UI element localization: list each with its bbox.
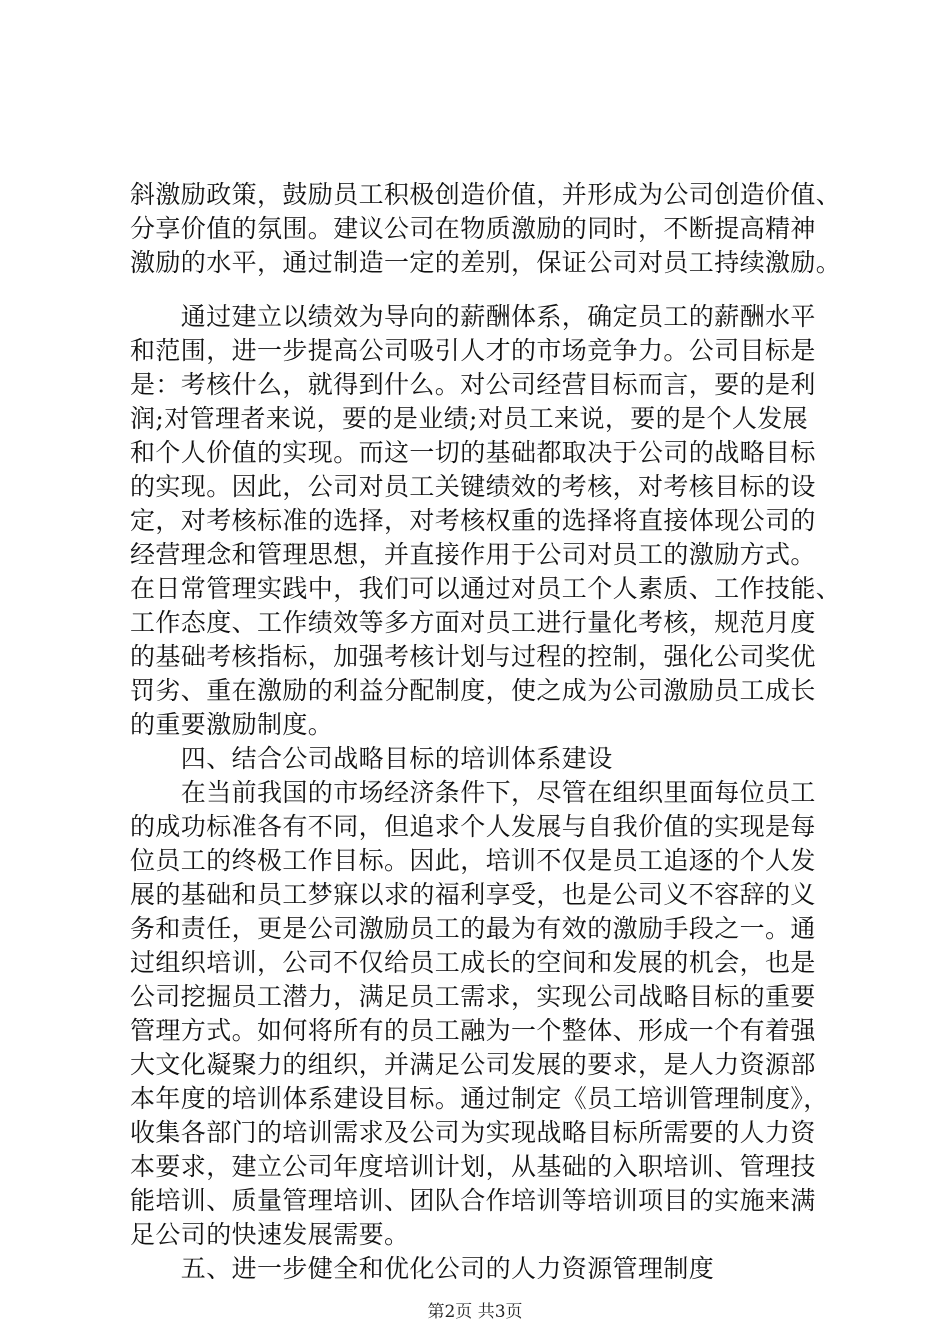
text-line: 激励的水平，通过制造一定的差别，保证公司对员工持续激励。 <box>130 248 842 277</box>
text-line: 公司挖掘员工潜力，满足员工需求，实现公司战略目标的重要 <box>130 982 816 1011</box>
text-line: 经营理念和管理思想，并直接作用于公司对员工的激励方式。 <box>130 540 816 569</box>
text-line: 的实现。因此，公司对员工关键绩效的考核，对考核目标的设 <box>130 472 816 501</box>
text-line: 本年度的培训体系建设目标。通过制定《员工培训管理制度》， <box>130 1084 829 1113</box>
text-line: 五、进一步健全和优化公司的人力资源管理制度 <box>130 1254 715 1283</box>
text-line: 分享价值的氛围。建议公司在物质激励的同时，不断提高精神 <box>130 214 816 243</box>
text-line: 是：考核什么，就得到什么。对公司经营目标而言，要的是利 <box>130 370 816 399</box>
text-line: 的基础考核指标，加强考核计划与过程的控制，强化公司奖优 <box>130 642 816 671</box>
text-line: 工作态度、工作绩效等多方面对员工进行量化考核，规范月度 <box>130 608 816 637</box>
text-line: 的重要激励制度。 <box>130 710 334 739</box>
text-line: 和范围，进一步提高公司吸引人才的市场竞争力。公司目标是 <box>130 336 816 365</box>
text-line: 过组织培训，公司不仅给员工成长的空间和发展的机会，也是 <box>130 948 816 977</box>
text-line: 能培训、质量管理培训、团队合作培训等培训项目的实施来满 <box>130 1186 816 1215</box>
text-line: 斜激励政策，鼓励员工积极创造价值，并形成为公司创造价值、 <box>130 180 842 209</box>
text-line: 大文化凝聚力的组织，并满足公司发展的要求，是人力资源部 <box>130 1050 816 1079</box>
text-line: 管理方式。如何将所有的员工融为一个整体、形成一个有着强 <box>130 1016 816 1045</box>
text-line: 润;对管理者来说，要的是业绩;对员工来说，要的是个人发展 <box>130 404 809 433</box>
text-line: 四、结合公司战略目标的培训体系建设 <box>130 744 613 773</box>
text-line: 和个人价值的实现。而这一切的基础都取决于公司的战略目标 <box>130 438 816 467</box>
text-line: 在日常管理实践中，我们可以通过对员工个人素质、工作技能、 <box>130 574 842 603</box>
text-line: 定，对考核标准的选择，对考核权重的选择将直接体现公司的 <box>130 506 816 535</box>
text-line: 本要求，建立公司年度培训计划，从基础的入职培训、管理技 <box>130 1152 816 1181</box>
text-line: 足公司的快速发展需要。 <box>130 1220 410 1249</box>
text-line: 务和责任，更是公司激励员工的最为有效的激励手段之一。通 <box>130 914 816 943</box>
text-line: 展的基础和员工梦寐以求的福利享受，也是公司义不容辞的义 <box>130 880 816 909</box>
page-footer: 第2页 共3页 <box>427 1302 523 1322</box>
text-line: 通过建立以绩效为导向的薪酬体系，确定员工的薪酬水平 <box>130 302 816 331</box>
text-line: 的成功标准各有不同，但追求个人发展与自我价值的实现是每 <box>130 812 816 841</box>
text-line: 位员工的终极工作目标。因此，培训不仅是员工追逐的个人发 <box>130 846 816 875</box>
text-line: 在当前我国的市场经济条件下，尽管在组织里面每位员工 <box>130 778 816 807</box>
text-line: 收集各部门的培训需求及公司为实现战略目标所需要的人力资 <box>130 1118 816 1147</box>
text-line: 罚劣、重在激励的利益分配制度，使之成为公司激励员工成长 <box>130 676 816 705</box>
